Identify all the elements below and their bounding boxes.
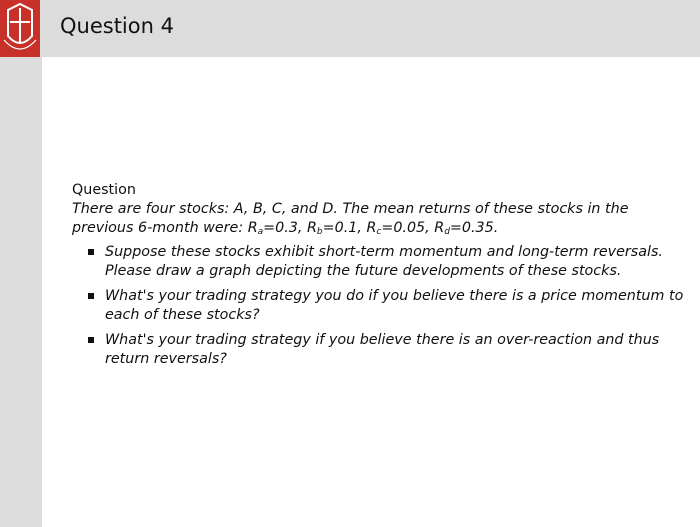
- sidebar: [0, 0, 42, 527]
- bullet-icon: [88, 293, 94, 299]
- question-list: [72, 243, 692, 369]
- intro-line-1: There are four stocks: A, B, C, and D. The mean returns of these stocks in the: [72, 201, 629, 217]
- return-a: $R_a=0.3$,: [247, 220, 307, 237]
- question-label: Question: [72, 182, 136, 198]
- university-logo: [0, 0, 40, 57]
- return-b: $R_b=0.1$,: [306, 220, 367, 237]
- list-item: Suppose these stocks exhibit short-term momentum and long-term reversals. Please draw a graph depicting the future developments of these stocks.: [105, 243, 692, 281]
- intro-line-2: previous 6-month were: $R_a=0.3$, $R_b=0.1$, $R_c=0.05$, $R_d=0.35$.: [72, 220, 499, 237]
- list-item: What's your trading strategy if you believe there is an over-reaction and thus return reversals?: [105, 331, 692, 369]
- bullet-icon: [88, 249, 94, 255]
- question-body: [72, 181, 692, 375]
- list-item: What's your trading strategy you do if you believe there is a price momentum to each of these stocks?: [105, 287, 692, 325]
- return-c: $R_c=0.05$,: [366, 220, 435, 237]
- slide-title: Question 4: [60, 14, 174, 38]
- return-d: $R_d=0.35$.: [434, 220, 499, 237]
- bullet-icon: [88, 337, 94, 343]
